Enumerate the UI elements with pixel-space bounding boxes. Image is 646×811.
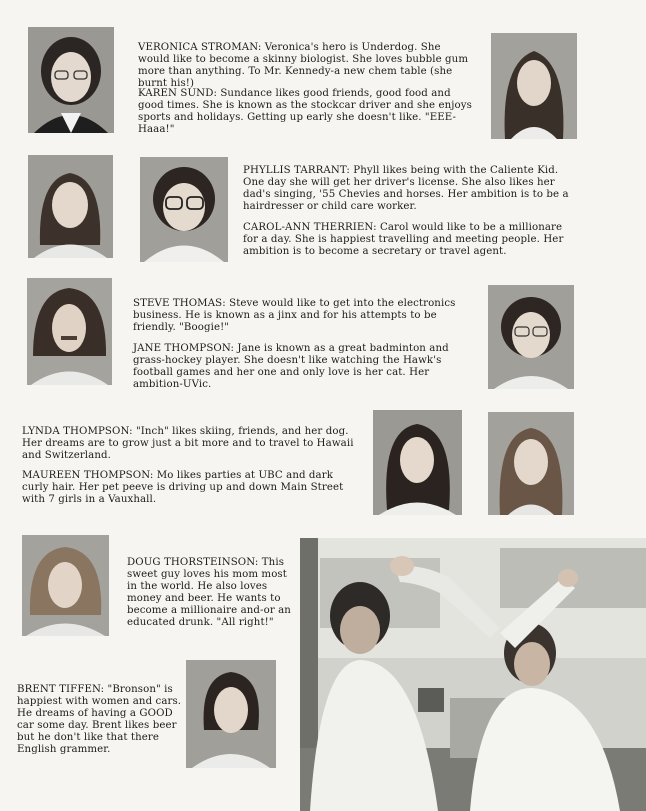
entry-doug-thorsteinson: DOUG THORSTEINSON: This sweet guy loves his mom most in the world. He also loves money and beer. He wants to become a millionaire and-or an educated drunk. "All right!" [127, 557, 291, 628]
entry-jane-thompson: JANE THOMPSON: Jane is known as a great badminton and grass-hockey player. She doesn't like watching the Hawk's football games and her one and only love is her cat. Her ambition-UVic. [133, 343, 449, 390]
photo-phyllis-tarrant [28, 155, 113, 258]
photo-jane-thompson [488, 285, 574, 389]
entry-carol-ann-therrien: CAROL-ANN THERRIEN: Carol would like to be a millionare for a day. She is happiest travelling and meeting people. Her ambition is to become a secretary or travel agent. [243, 222, 564, 257]
entry-karen-sund: KAREN SUND: Sundance likes good friends, good food and good times. She is known as the stockcar driver and she enjoys sports and holidays. Getting up early she doesn't like. "EEE-Haaa!" [138, 88, 472, 135]
photo-lynda-thompson [373, 410, 462, 515]
entry-brent-tiffen: BRENT TIFFEN: "Bronson" is happiest with women and cars. He dreams of having a GOOD car some day. Brent likes beer but he don't like that there English grammer. [17, 684, 182, 755]
photo-veronica-stroman [28, 27, 114, 133]
entry-veronica-stroman: VERONICA STROMAN: Veronica's hero is Underdog. She would like to become a skinny biologist. She loves bubble gum more than anything. To Mr. Kennedy-a new chem table (she burnt his!) [138, 42, 469, 89]
candid-classroom-photo [300, 538, 646, 811]
entry-maureen-thompson: MAUREEN THOMPSON: Mo likes parties at UBC and dark curly hair. Her pet peeve is driving up and down Main Street with 7 girls in a Vauxhall. [22, 470, 344, 505]
photo-doug-thorsteinson [22, 535, 109, 636]
entry-steve-thomas: STEVE THOMAS: Steve would like to get into the electronics business. He is known as a jinx and for his attempts to be friendly. "Boogie!" [133, 298, 456, 333]
photo-maureen-thompson [488, 412, 574, 515]
photo-steve-thomas [27, 278, 112, 385]
entry-lynda-thompson: LYNDA THOMPSON: "Inch" likes skiing, friends, and her dog. Her dreams are to grow just a bit more and to travel to Hawaii and Switzerland. [22, 426, 354, 461]
photo-karen-sund [491, 33, 577, 139]
photo-brent-tiffen [186, 660, 276, 768]
photo-carol-ann-therrien [140, 157, 228, 262]
entry-phyllis-tarrant: PHYLLIS TARRANT: Phyll likes being with the Caliente Kid. One day she will get her driver's license. She also likes her dad's singing, '55 Chevies and horses. Her ambition is to be a hairdresser or child care worker. [243, 165, 569, 212]
